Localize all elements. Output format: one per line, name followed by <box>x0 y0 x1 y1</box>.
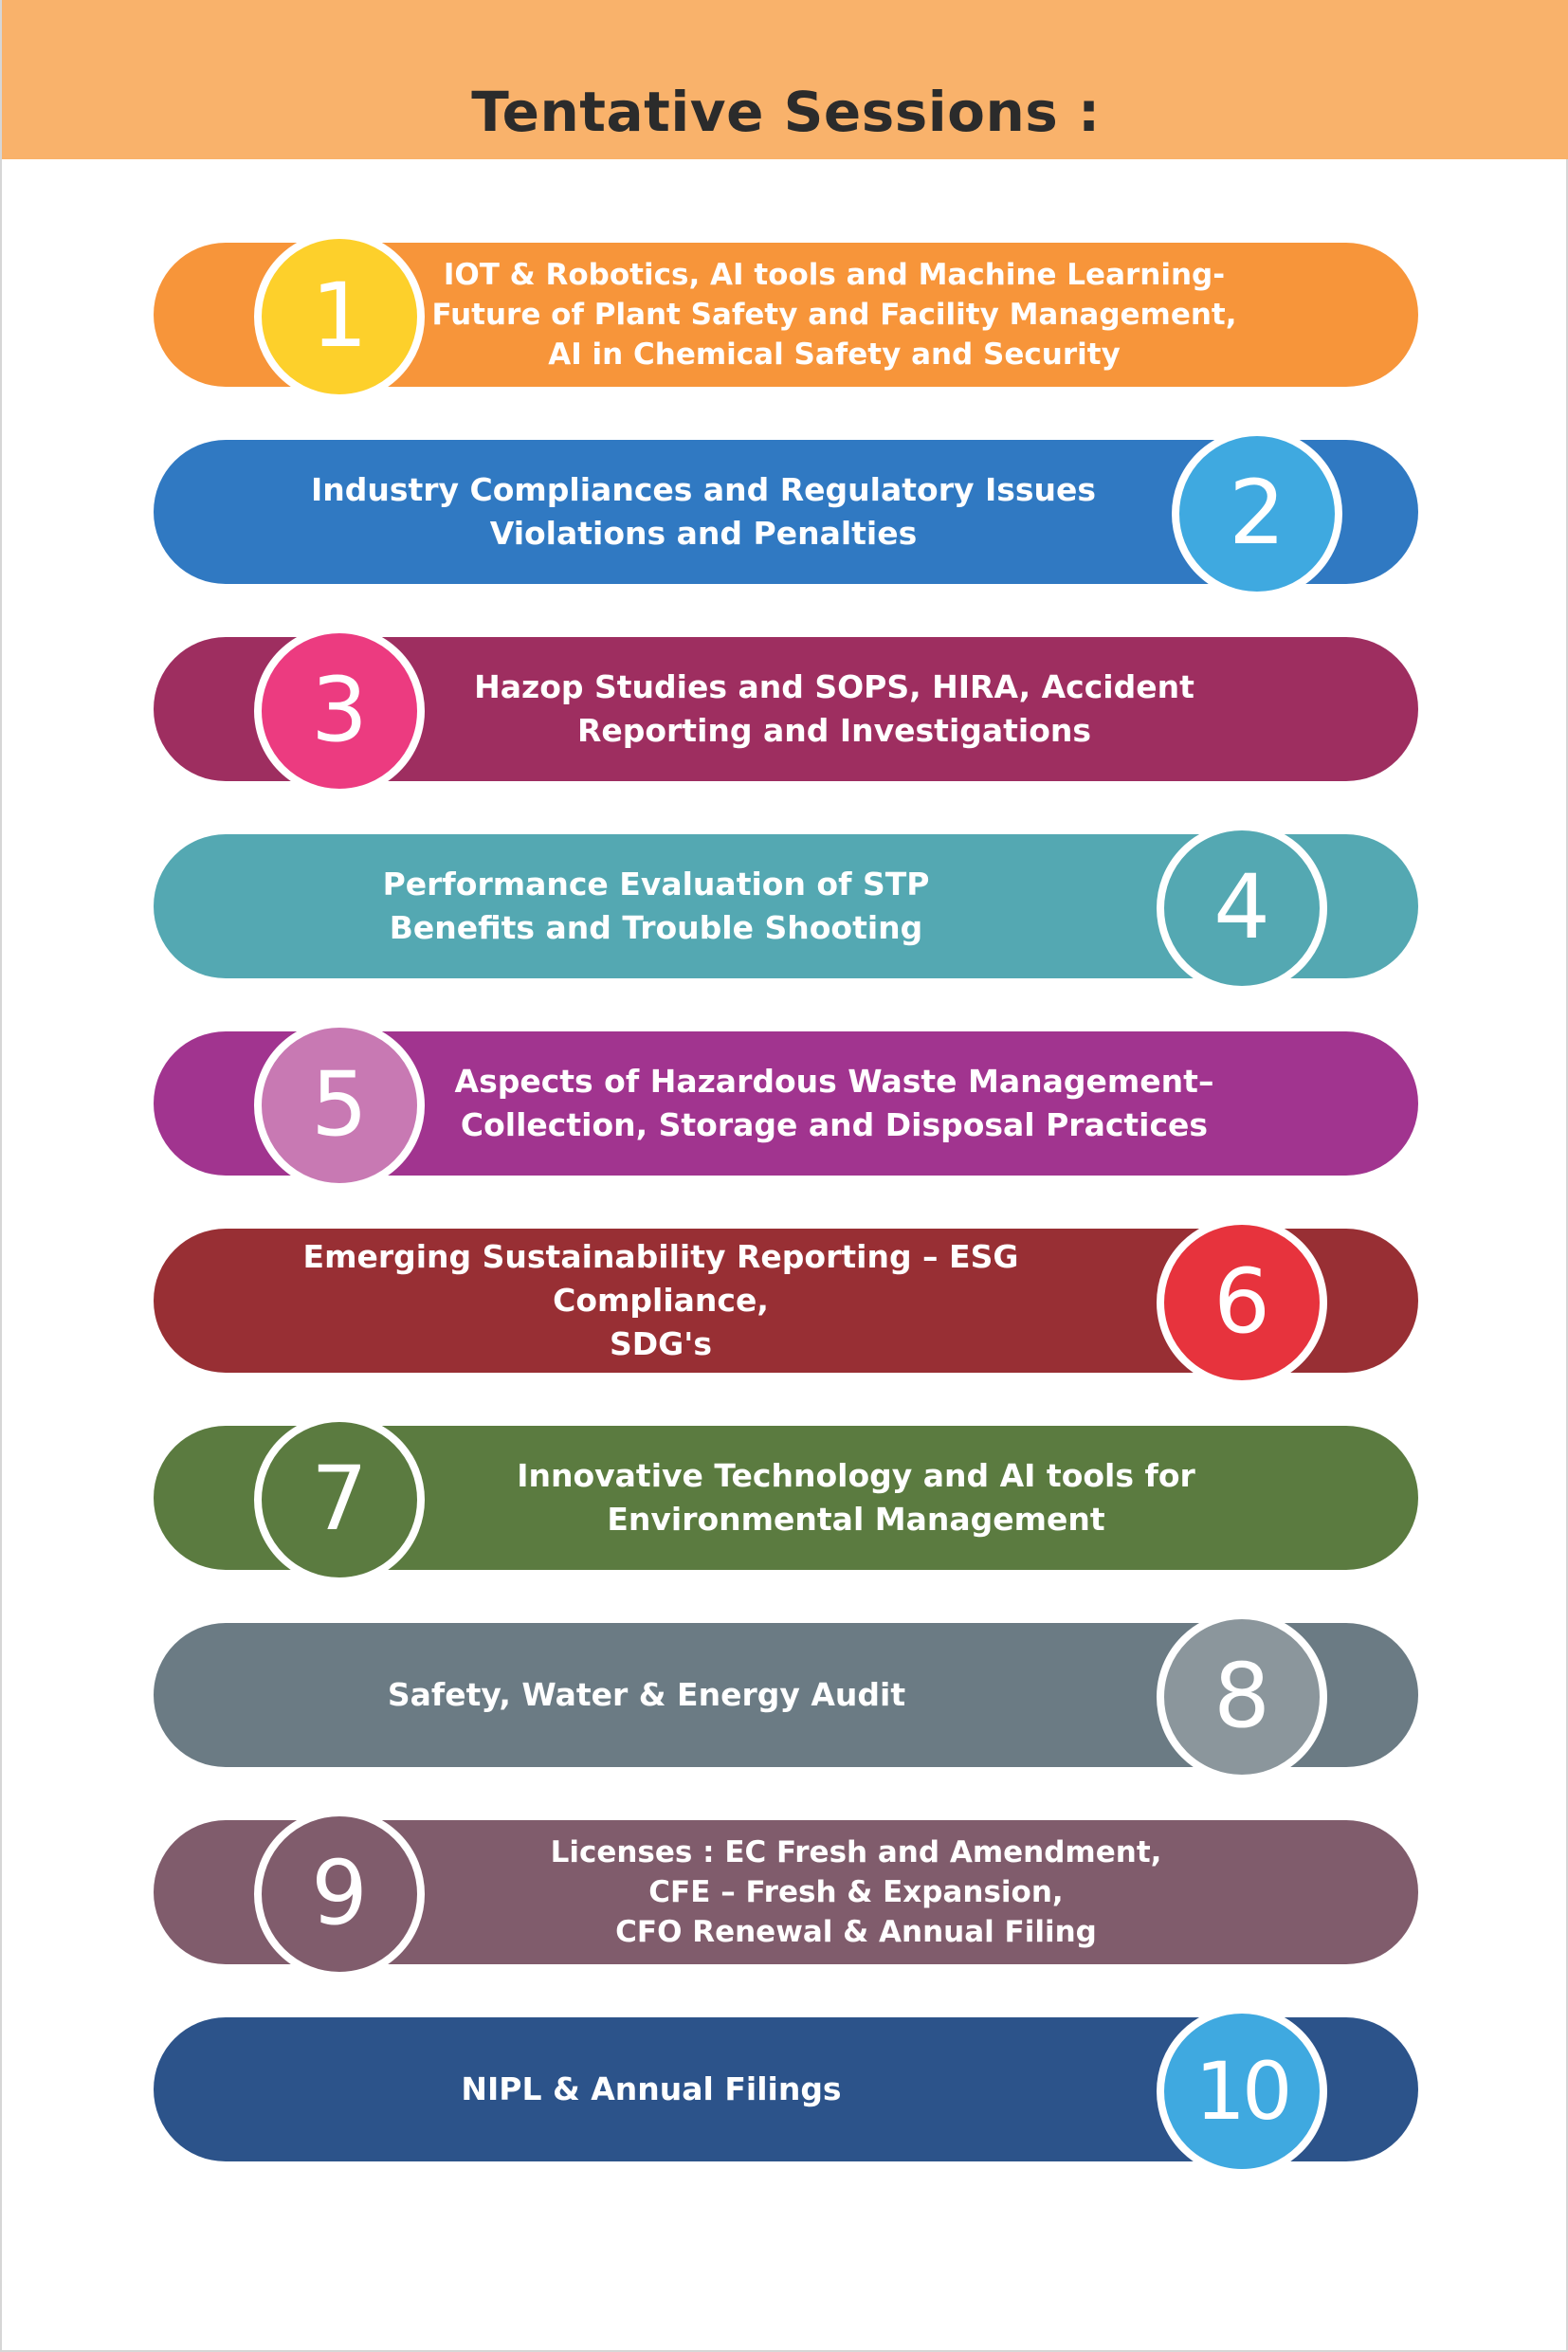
session-number-badge <box>254 1020 425 1191</box>
session-title: Hazop Studies and SOPS, HIRA, Accident Reporting and Investigations <box>474 668 1194 749</box>
session-1 <box>154 243 1418 387</box>
session-number: 7 <box>311 1448 368 1551</box>
session-number: 9 <box>311 1842 368 1945</box>
session-number: 6 <box>1213 1250 1270 1354</box>
session-number-badge <box>254 626 425 796</box>
session-number-badge <box>1157 1612 1327 1782</box>
session-title: Industry Compliances and Regulatory Issues Violations and Penalties <box>310 471 1097 552</box>
session-title: NIPL & Annual Filings <box>461 2070 842 2107</box>
session-title: Innovative Technology and AI tools for Environmental Management <box>517 1457 1195 1538</box>
session-number-badge <box>1157 1217 1327 1388</box>
session-number-badge <box>1172 428 1342 599</box>
session-number: 3 <box>311 659 368 762</box>
session-number: 2 <box>1229 462 1285 565</box>
session-number: 10 <box>1194 2045 1289 2138</box>
session-7 <box>154 1426 1418 1570</box>
session-number-badge <box>254 1414 425 1585</box>
session-title: Safety, Water & Energy Audit <box>387 1676 906 1713</box>
header-banner <box>2 0 1568 159</box>
session-6 <box>154 1229 1418 1373</box>
session-number-badge <box>254 231 425 402</box>
session-5 <box>154 1031 1418 1176</box>
session-2 <box>154 440 1418 584</box>
session-4 <box>154 834 1418 978</box>
session-number: 8 <box>1213 1645 1270 1748</box>
session-8 <box>154 1623 1418 1767</box>
session-number-badge <box>1157 2006 1327 2177</box>
session-title: Emerging Sustainability Reporting – ESG Compliance, SDG's <box>302 1238 1019 1362</box>
session-title: IOT & Robotics, AI tools and Machine Learning- Future of Plant Safety and Facility Management, AI in Chemical Safety and Security <box>431 258 1237 372</box>
session-title: Aspects of Hazardous Waste Management– Collection, Storage and Disposal Practices <box>454 1063 1214 1143</box>
session-title: Licenses : EC Fresh and Amendment, CFE – Fresh & Expansion, CFO Renewal & Annual Filing <box>550 1835 1162 1949</box>
session-10 <box>154 2017 1418 2161</box>
session-9 <box>154 1820 1418 1964</box>
session-title: Performance Evaluation of STP Benefits and Trouble Shooting <box>382 866 930 946</box>
session-number-badge <box>254 1809 425 1979</box>
page-title: Tentative Sessions : <box>471 80 1101 144</box>
session-number: 1 <box>311 264 368 368</box>
session-number: 5 <box>311 1053 368 1157</box>
session-3 <box>154 637 1418 781</box>
session-number-badge <box>1157 823 1327 994</box>
session-number: 4 <box>1213 856 1270 959</box>
